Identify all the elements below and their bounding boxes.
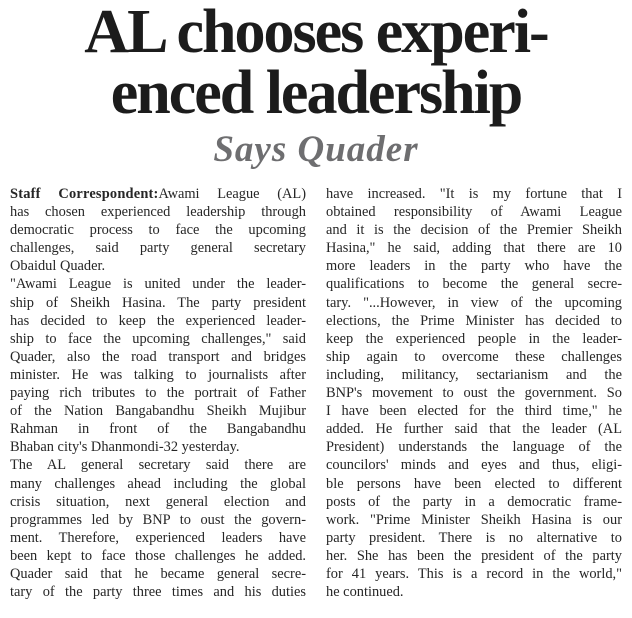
- article-line: work. "Prime Minister Sheikh Hasina is our: [326, 511, 622, 528]
- article-line: keep the experienced people in the leader-: [326, 330, 622, 347]
- article-body: [0, 185, 632, 601]
- article-line: her. She has been the president of the party: [326, 547, 622, 564]
- article-subhead: Says Quader: [213, 129, 419, 170]
- article-line: have increased. "It is my fortune that I: [326, 186, 622, 202]
- article-line: The AL general secretary said there are: [10, 457, 306, 474]
- article-line: ship again to overcome these challenges: [326, 348, 622, 365]
- article-line: including, militancy, sectarianism and the: [326, 366, 622, 383]
- article-line: councilors' minds and eyes and thus, eligi-: [326, 457, 622, 474]
- article-line: added. He further said that the leader (AL: [326, 421, 622, 438]
- article-line: ble persons have been elected to different: [326, 475, 622, 492]
- article-line: Hasina," he said, adding that there are 10: [326, 240, 622, 257]
- article-line: ship of Sheikh Hasina. The party president: [10, 294, 306, 311]
- article-line: party president. There is no alternative to: [326, 529, 622, 546]
- article-line: has chosen experienced leadership through: [10, 204, 306, 221]
- article-line: crisis situation, next general election and: [10, 493, 306, 510]
- article-line: democratic process to face the upcoming: [10, 222, 306, 239]
- article-line: Bhaban city's Dhanmondi-32 yesterday.: [10, 439, 240, 456]
- article-column-left: [10, 185, 306, 601]
- article-line: "Awami League is united under the leader-: [10, 276, 306, 293]
- article-line: obtained responsibility of Awami League: [326, 204, 622, 221]
- article-line: qualifications to become the general secre-: [326, 276, 622, 293]
- article-headline: [0, 0, 632, 127]
- article-line: Staff Correspondent:Awami League (AL): [10, 186, 306, 202]
- article-line: Obaidul Quader.: [10, 258, 106, 275]
- article-line: tary. "...However, in view of the upcoming: [326, 294, 622, 311]
- article-line: for 41 years. This is a record in the world,": [326, 565, 622, 582]
- article-line: been kept to face those challenges he added.: [10, 547, 306, 564]
- headline-line-1: AL chooses experi-: [84, 0, 548, 66]
- article-line: challenges, said party general secretary: [10, 240, 306, 257]
- article-line: and it is the decision of the Premier Sheikh: [326, 222, 622, 239]
- article-line: ship to face the upcoming challenges," said: [10, 330, 306, 347]
- article-line: of the Nation Bangabandhu Sheikh Mujibur: [10, 403, 306, 420]
- article-line: elections, the Prime Minister has decided to: [326, 312, 622, 329]
- headline-line-2: enced leadership: [110, 59, 522, 127]
- article-line: ment. Therefore, experienced leaders have: [10, 529, 306, 546]
- article-line: has decided to keep the experienced leader-: [10, 312, 306, 329]
- article-line: posts of the party in a democratic frame-: [326, 493, 622, 510]
- article-line: more leaders in the party who have the: [326, 258, 622, 275]
- article-line: Quader, also the road transport and bridges: [10, 348, 306, 365]
- article-line: Rahman in front of the Bangabandhu: [10, 421, 306, 438]
- article-line: I have been elected for the third time," he: [326, 403, 622, 420]
- article-line: programmes led by BNP to oust the govern-: [10, 511, 306, 528]
- article-line: paying rich tributes to the portrait of Father: [10, 385, 306, 402]
- article-line: many challenges ahead including the global: [10, 475, 306, 492]
- article-column-right: [326, 185, 622, 601]
- article-line: tary of the party three times and his duties: [10, 584, 306, 601]
- byline-label: Staff Correspondent:: [10, 186, 159, 202]
- article-line: he continued.: [326, 584, 404, 601]
- article-line: Quader said that he became general secre-: [10, 565, 306, 582]
- article-line: BNP's movement to oust the government. So: [326, 385, 622, 402]
- article-line: President) understands the language of the: [326, 439, 622, 456]
- article-line: minister. He was talking to journalists after: [10, 366, 306, 383]
